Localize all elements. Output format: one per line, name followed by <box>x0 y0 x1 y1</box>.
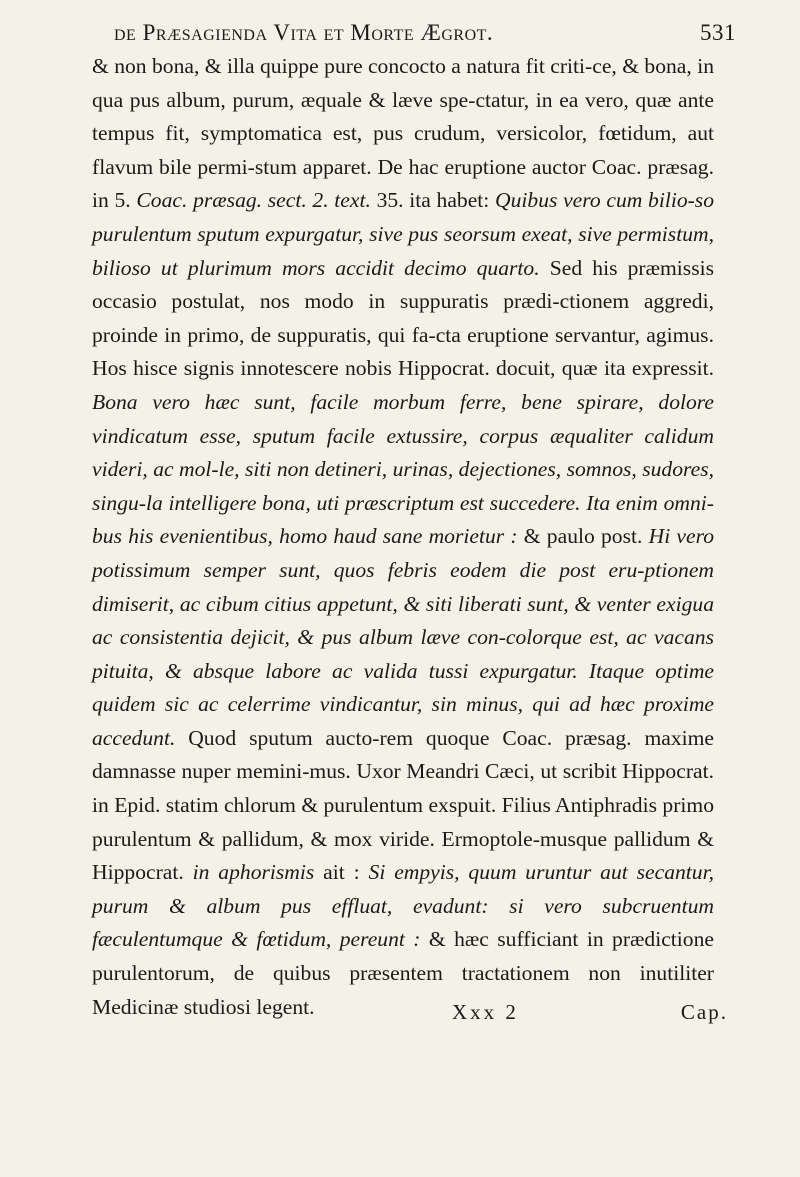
quotation: Quibus vero cum bilio-so purulentum sputum expurgatur, sive pus seorsum exeat, sive permistum, bilioso ut plurimum mors accidit decimo quarto. <box>92 188 715 280</box>
text-segment: & non bona, & illa quippe pure concocto a natura fit criti-ce, & bona, in qua pus album, purum, æquale & læve spe-ctatur, in ea vero, quæ ante tempus fit, symptomatica est, pus crudum, versicolor, fœtidum, aut flavum bile permi-stum apparet. De hac eruptione auctor Coac. præsag. in 5. <box>92 54 714 213</box>
text-segment: & paulo post. <box>517 524 649 549</box>
page-footer <box>92 1000 728 1034</box>
quotation: Bona vero hæc sunt, facile morbum ferre, bene spirare, dolore vindicatum esse, sputum facile extussire, corpus æqualiter calidum videri, ac mol-le, siti non detineri, urinas, dejectiones, somnos, sudores, singu-la intelligere bona, uti præscriptum est succedere. Ita enim omni-bus his evenientibus, homo haud sane morietur : <box>92 389 714 549</box>
page-number: 531 <box>700 20 736 45</box>
catchword: Cap. <box>680 1000 728 1024</box>
running-head <box>96 16 736 50</box>
body-text <box>92 50 714 1024</box>
text-segment: Quod sputum aucto-rem quoque Coac. præsag. maxime damnasse nuper memini-mus. Uxor Meandri Cæci, ut scribit Hippocrat. in Epid. statim chlorum & purulentum exspuit. Filius Antiphradis primo purulentum & pallidum, & mox viride. Ermoptole-musque pallidum & Hippocrat. <box>92 725 714 885</box>
citation: in aphorismis <box>192 860 315 885</box>
text-segment: 35. ita habet: <box>370 188 496 213</box>
quotation: Si empyis, quum uruntur aut secantur, purum & album pus effluat, evadunt: si vero subcruentum fæculentumque & fœtidum, pereunt : <box>92 860 715 952</box>
signature-mark: Xxx 2 <box>452 1000 519 1024</box>
quotation: Hi vero potissimum semper sunt, quos febris eodem die post eru-ptionem dimiserit, ac cibum citius appetunt, & siti liberati sunt, & venter exigua ac consistentia dejicit, & pus album læve con-colorque est, ac vacans pituita, & absque labore ac valida tussi expurgatur. Itaque optime quidem sic ac celerrime vindicantur, sin minus, qui ad hæc proxime accedunt. <box>92 524 715 750</box>
paragraph <box>92 50 714 1024</box>
text-segment: & hæc sufficiant in prædictione purulentorum, de quibus præsentem tractationem non inutiliter Medicinæ studiosi legent. <box>92 927 714 1019</box>
text-segment: Sed his præmissis occasio postulat, nos modo in suppuratis prædi-ctionem aggredi, proinde in primo, de suppuratis, qui fa-cta eruptione servantur, agimus. Hos hisce signis innotescere nobis Hippocrat. docuit, quæ ita expressit. <box>92 255 715 381</box>
citation: Coac. præsag. sect. 2. text. <box>136 188 371 213</box>
text-segment: ait : <box>314 860 369 885</box>
running-head-title: de Præsagienda Vita et Morte Ægrot. <box>114 20 494 45</box>
